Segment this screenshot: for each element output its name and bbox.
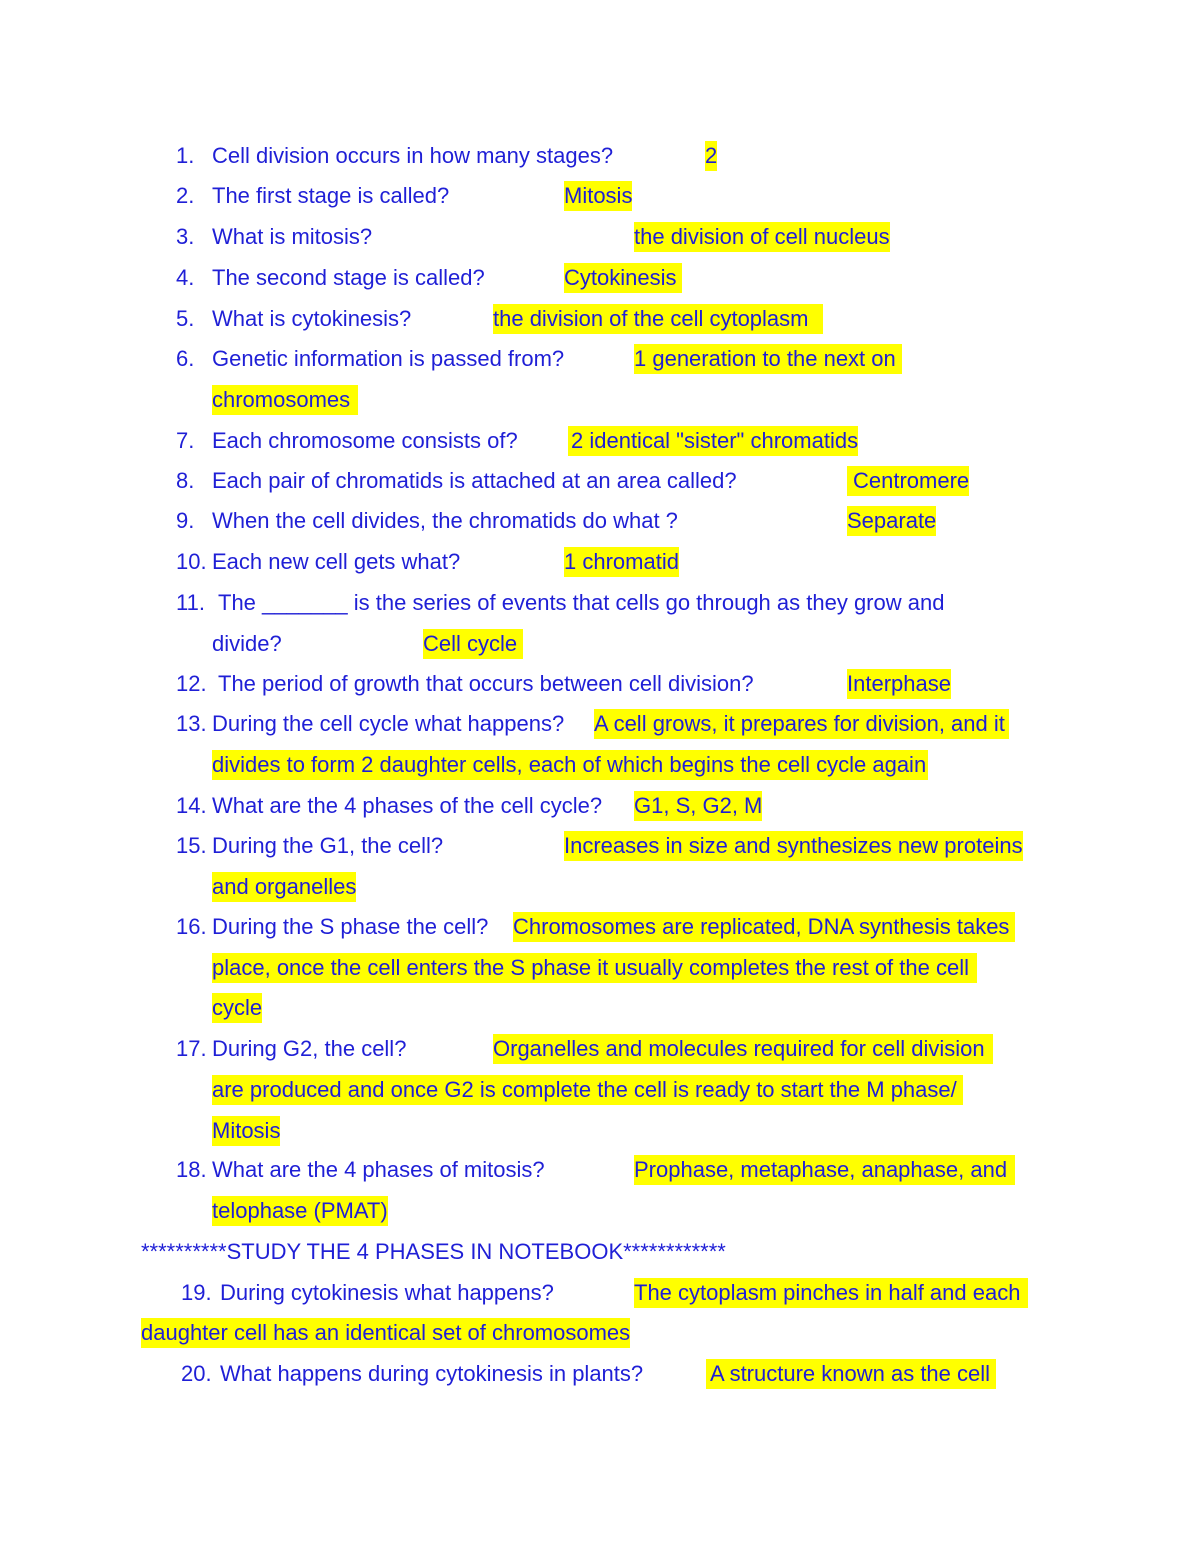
answer-highlight: 1 chromatid [564,547,679,577]
answer-highlight: Prophase, metaphase, anaphase, and [634,1155,1015,1185]
item-number: 11. [176,590,205,615]
item-number: 15. [176,833,207,858]
item-number: 12. [176,671,207,696]
answer-highlight: Increases in size and synthesizes new proteins [564,831,1023,861]
answer-highlight: Cell cycle [423,629,523,659]
item-number: 2. [176,183,195,208]
answer-highlight: cycle [212,993,262,1023]
answer-highlight: chromosomes [212,385,358,415]
answer-highlight: 1 generation to the next on [634,344,902,374]
question-text: During cytokinesis what happens? [220,1280,554,1305]
question-text: What are the 4 phases of mitosis? [212,1157,545,1182]
answer-highlight: The cytoplasm pinches in half and each [634,1278,1028,1308]
item-number: 4. [176,265,195,290]
question-text: The _______ is the series of events that cells go through as they grow and [218,590,945,615]
question-text: What are the 4 phases of the cell cycle? [212,793,603,818]
question-text: What is cytokinesis? [212,306,412,331]
answer-highlight: Centromere [847,466,969,496]
answer-highlight: A cell grows, it prepares for division, and it [594,709,1009,739]
item-number: 9. [176,508,195,533]
item-number: 13. [176,711,207,736]
question-text: During G2, the cell? [212,1036,407,1061]
answer-highlight: 2 [705,141,717,171]
question-text: Each pair of chromatids is attached at an area called? [212,468,737,493]
question-text: When the cell divides, the chromatids do what ? [212,508,678,533]
question-text: Cell division occurs in how many stages? [212,143,614,168]
question-text: Each new cell gets what? [212,549,461,574]
item-number: 10. [176,549,207,574]
item-number: 3. [176,224,195,249]
item-number: 1. [176,143,195,168]
answer-highlight: place, once the cell enters the S phase it usually completes the rest of the cell [212,953,977,983]
answer-highlight: and organelles [212,872,356,902]
item-number: 18. [176,1157,207,1182]
answer-highlight: Separate [847,506,936,536]
question-text: During the S phase the cell? [212,914,489,939]
item-number: 7. [176,428,195,453]
answer-highlight: A structure known as the cell [706,1359,996,1389]
answer-highlight: Cytokinesis [564,263,682,293]
answer-highlight: Mitosis [212,1116,280,1146]
study-note: **********STUDY THE 4 PHASES IN NOTEBOOK************ [141,1239,726,1264]
list-item [176,141,194,171]
answer-highlight: G1, S, G2, M [634,791,762,821]
answer-highlight: divides to form 2 daughter cells, each of which begins the cell cycle again [212,750,928,780]
answer-highlight: Organelles and molecules required for cell division [493,1034,993,1064]
item-number: 5. [176,306,195,331]
question-text: Each chromosome consists of? [212,428,518,453]
question-text: divide? [212,631,282,656]
item-number: 19. [181,1280,212,1305]
answer-highlight: telophase (PMAT) [212,1196,388,1226]
answer-highlight: are produced and once G2 is complete the cell is ready to start the M phase/ [212,1075,963,1105]
item-number: 8. [176,468,195,493]
item-number: 20. [181,1361,212,1386]
answer-highlight: the division of the cell cytoplasm [493,304,823,334]
answer-highlight: daughter cell has an identical set of chromosomes [141,1318,630,1348]
item-number: 16. [176,914,207,939]
item-number: 14. [176,793,207,818]
answer-highlight: the division of cell nucleus [634,222,890,252]
item-number: 6. [176,346,195,371]
item-number: 17. [176,1036,207,1061]
answer-highlight: Mitosis [564,181,632,211]
question-text: During the cell cycle what happens? [212,711,565,736]
answer-highlight: Chromosomes are replicated, DNA synthesis takes [513,912,1015,942]
answer-highlight: Interphase [847,669,951,699]
question-text: During the G1, the cell? [212,833,444,858]
question-text: The period of growth that occurs between cell division? [218,671,754,696]
question-text: What is mitosis? [212,224,373,249]
question-text: The first stage is called? [212,183,450,208]
answer-highlight: 2 identical "sister" chromatids [568,426,858,456]
question-text: Genetic information is passed from? [212,346,565,371]
question-text: What happens during cytokinesis in plants? [220,1361,644,1386]
question-text: The second stage is called? [212,265,485,290]
